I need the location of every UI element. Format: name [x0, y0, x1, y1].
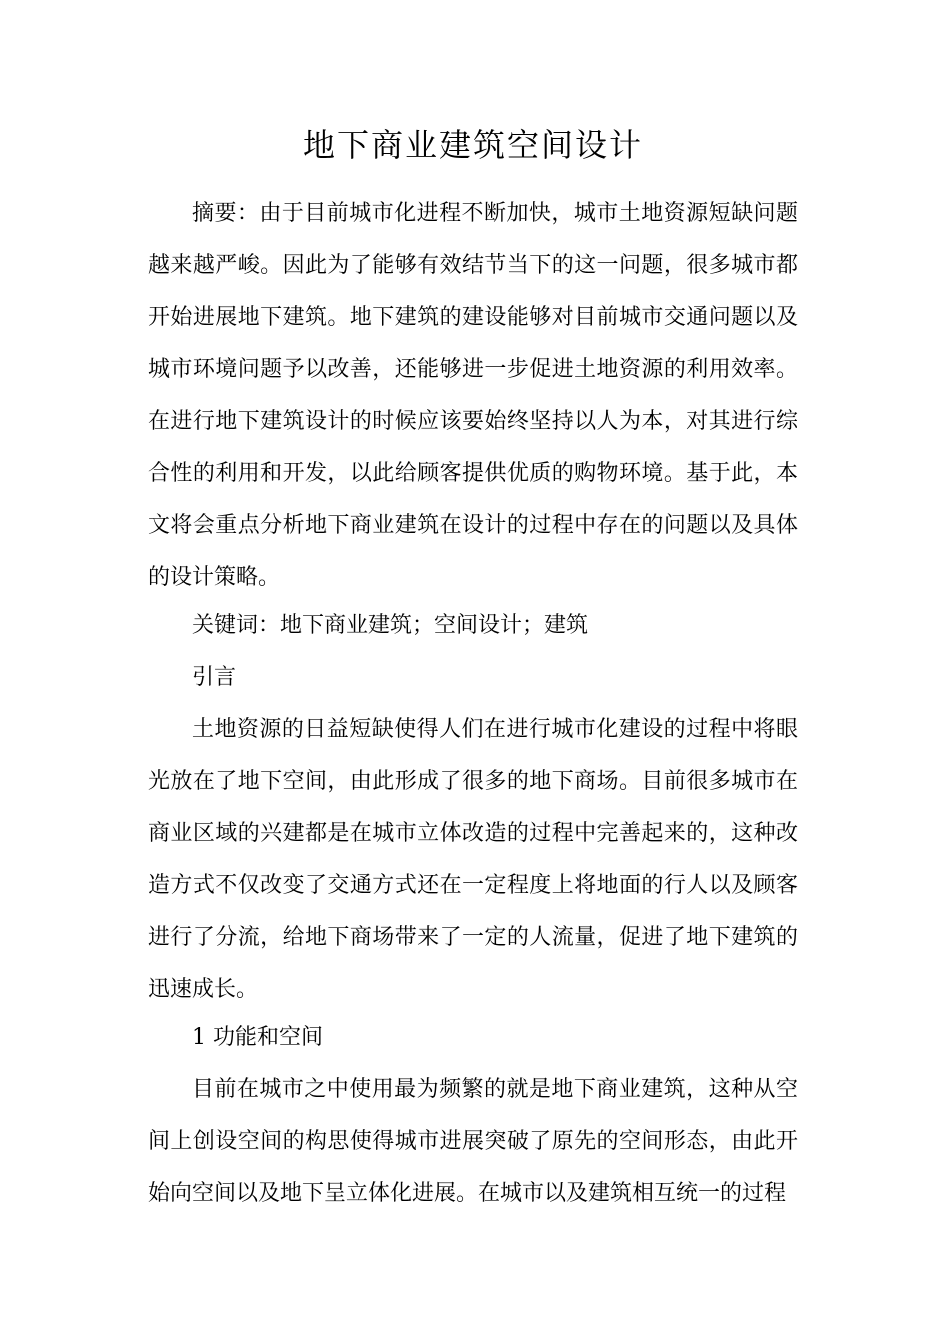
- keywords-line: 关键词：地下商业建筑；空间设计；建筑: [192, 613, 589, 638]
- section-1-paragraph: 目前在城市之中使用最为频繁的就是地下商业建筑，这种从空间上创设空间的构思使得城市进展突破了原先的空间形态，由此开始向空间以及地下呈立体化进展。在城市以及建筑相互统一的过程: [148, 1077, 798, 1206]
- intro-paragraph: 土地资源的日益短缺使得人们在进行城市化建设的过程中将眼光放在了地下空间，由此形成了很多的地下商场。目前很多城市在商业区域的兴建都是在城市立体改造的过程中完善起来的，这种改造方式不仅改变了交通方式还在一定程度上将地面的行人以及顾客进行了分流，给地下商场带来了一定的人流量，促进了地下建筑的迅速成长。: [148, 717, 798, 1002]
- section-1-heading: 1 功能和空间: [192, 1025, 323, 1050]
- intro-heading: 引言: [192, 665, 237, 690]
- page-title: 地下商业建筑空间设计: [302, 126, 643, 164]
- abstract-paragraph: 摘要：由于目前城市化进程不断加快，城市土地资源短缺问题越来越严峻。因此为了能够有效结节当下的这一问题，很多城市都开始进展地下建筑。地下建筑的建设能够对目前城市交通问题以及城市环境问题予以改善，还能够进一步促进土地资源的利用效率。在进行地下建筑设计的时候应该要始终坚持以人为本，对其进行综合性的利用和开发，以此给顾客提供优质的购物环境。基于此，本文将会重点分析地下商业建筑在设计的过程中存在的问题以及具体的设计策略。: [148, 201, 798, 590]
